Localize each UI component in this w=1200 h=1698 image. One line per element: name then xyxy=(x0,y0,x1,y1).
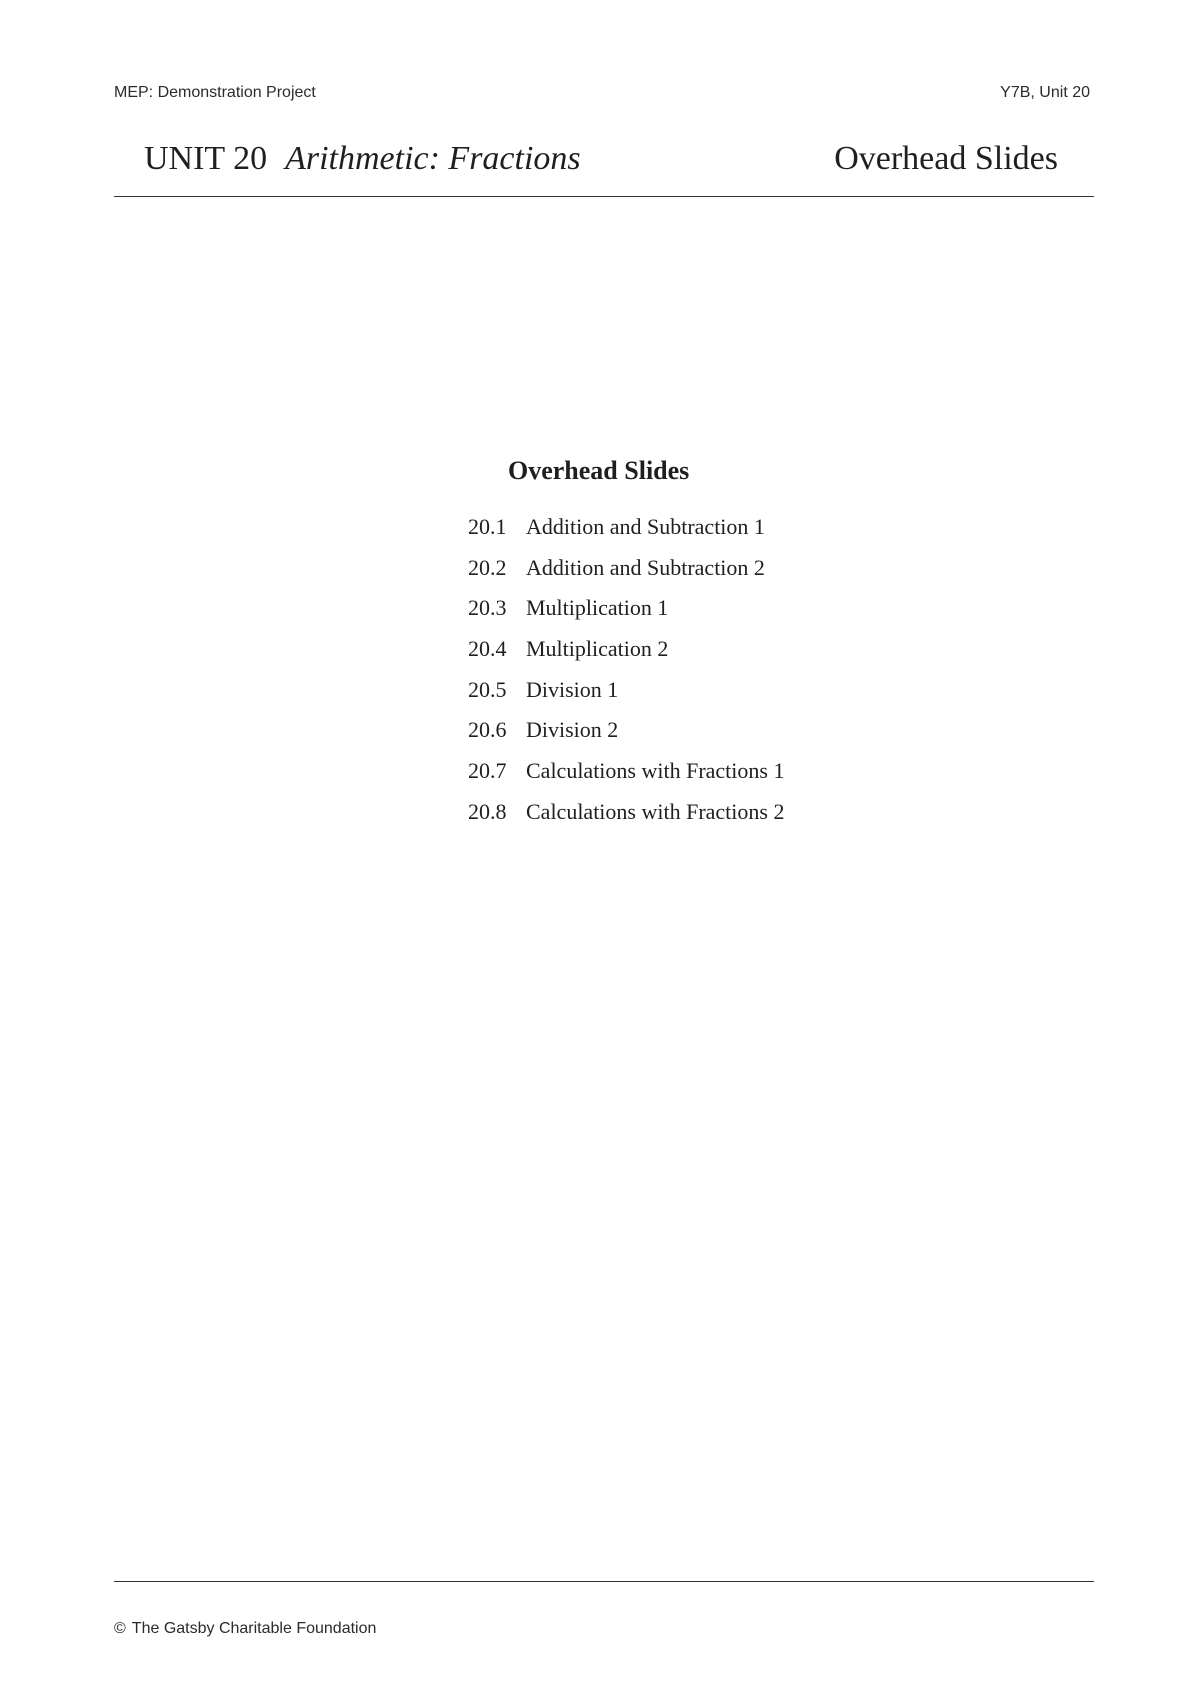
copyright-icon: © xyxy=(114,1620,126,1637)
list-item xyxy=(468,717,784,758)
slide-title: Addition and Subtraction 2 xyxy=(526,554,765,580)
unit-title xyxy=(144,140,581,178)
list-item xyxy=(468,758,784,799)
unit-subject: Arithmetic: Fractions xyxy=(285,140,581,177)
header-project: MEP: Demonstration Project xyxy=(114,84,316,101)
slide-number: 20.4 xyxy=(468,636,507,662)
slide-number: 20.1 xyxy=(468,514,507,539)
footer-divider xyxy=(114,1581,1094,1582)
list-item xyxy=(468,555,784,596)
slide-title: Multiplication 2 xyxy=(526,636,669,662)
list-item xyxy=(468,514,784,555)
slide-number: 20.3 xyxy=(468,595,507,621)
slide-title: Division 2 xyxy=(526,717,619,743)
slide-number: 20.6 xyxy=(468,717,507,743)
slide-title: Calculations with Fractions 2 xyxy=(526,798,785,824)
contents-heading: Overhead Slides xyxy=(508,456,690,485)
list-item xyxy=(468,799,784,840)
slides-list xyxy=(468,514,784,840)
slide-title: Division 1 xyxy=(526,676,619,702)
slide-title: Addition and Subtraction 1 xyxy=(526,514,765,539)
header-divider xyxy=(114,196,1094,197)
slide-number: 20.7 xyxy=(468,758,507,784)
slide-number: 20.8 xyxy=(468,798,507,824)
section-title: Overhead Slides xyxy=(834,140,1058,177)
list-item xyxy=(468,677,784,718)
slide-title: Calculations with Fractions 1 xyxy=(526,758,785,784)
slide-title: Multiplication 1 xyxy=(526,595,669,621)
header-unit: Y7B, Unit 20 xyxy=(1000,84,1090,101)
slide-number: 20.5 xyxy=(468,676,507,702)
unit-number: UNIT 20 xyxy=(144,140,268,177)
footer-organisation: The Gatsby Charitable Foundation xyxy=(131,1620,377,1637)
footer-copyright xyxy=(114,1620,376,1638)
page-title xyxy=(114,140,1090,188)
list-item xyxy=(468,636,784,677)
list-item xyxy=(468,595,784,636)
slide-number: 20.2 xyxy=(468,554,507,580)
running-header xyxy=(114,84,1090,106)
